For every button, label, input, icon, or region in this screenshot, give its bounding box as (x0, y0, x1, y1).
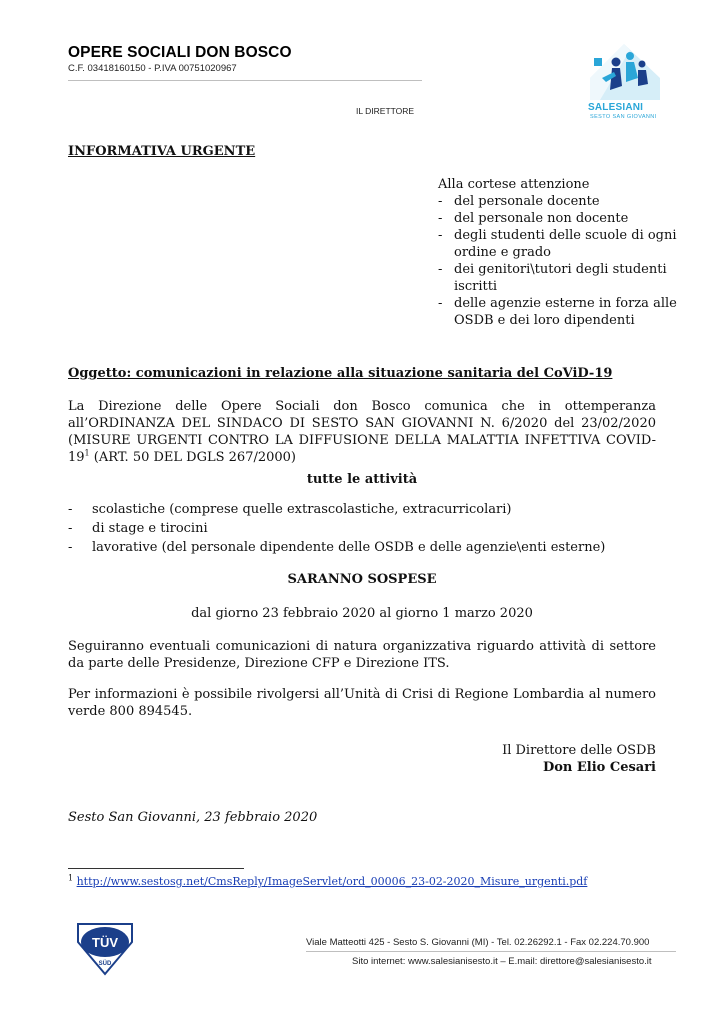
activity-item: - di stage e tirocini (68, 519, 605, 538)
activity-item: - scolastiche (comprese quelle extrascolastiche, extracurricolari) (68, 500, 605, 519)
recipient-item: - del personale non docente (438, 210, 678, 227)
footer-address: Viale Matteotti 425 - Sesto S. Giovanni (MI) - Tel. 02.26292.1 - Fax 02.224.70.900 (306, 937, 650, 948)
organizational-notice-paragraph: Seguiranno eventuali comunicazioni di natura organizzativa riguardo attività di settore da parte delle Presidenze, Direzione CFP e Direzione ITS. (68, 639, 656, 671)
footnote-link[interactable]: http://www.sestosg.net/CmsReply/ImageServlet/ord_00006_23-02-2020_Misure_urgenti.pdf (76, 875, 588, 888)
activity-item: - lavorative (del personale dipendente delle OSDB e delle agenzie\enti esterne) (68, 538, 605, 557)
logo-text: SALESIANI (588, 102, 644, 113)
footnote (68, 875, 587, 888)
ordinance-text: La Direzione delle Opere Sociali don Bosco comunica che in ottemperanza all’ORDINANZA DEL SINDACO DI SESTO SAN GIOVANNI N. 6/2020 del 23/02/2020 (MISURE URGENTI CONTRO LA DIFFUSIONE DELLA MALATTIA INFETTIVA COVID-19 (68, 399, 656, 465)
recipient-item: - dei genitori\tutori degli studenti iscritti (438, 261, 678, 295)
director-label: IL DIRETTORE (356, 106, 415, 116)
logo-figure-head (612, 58, 621, 67)
suspended-heading: SARANNO SOSPESE (287, 572, 437, 587)
logo-subtext: SESTO SAN GIOVANNI (590, 114, 657, 120)
recipient-item: - degli studenti delle scuole di ogni ordine e grado (438, 227, 678, 261)
all-activities-heading: tutte le attività (306, 472, 418, 487)
footer-contacts: Sito internet: www.salesianisesto.it – E.mail: direttore@salesianisesto.it (352, 956, 652, 967)
signature-role: Il Direttore delle OSDB (502, 743, 656, 758)
information-contact-paragraph: Per informazioni è possibile rivolgersi all’Unità di Crisi di Regione Lombardia al numero verde 800 894545. (68, 687, 656, 719)
ordinance-paragraph (68, 398, 656, 466)
footnote-divider (68, 868, 244, 869)
document-title: INFORMATIVA URGENTE (68, 144, 256, 159)
organization-tax-ids: C.F. 03418160150 - P.IVA 00751020967 (68, 63, 237, 74)
tuv-sub-text: SÜD (98, 961, 112, 967)
activities-list (68, 500, 605, 557)
footer-divider (306, 951, 676, 952)
recipient-item: - del personale docente (438, 193, 678, 210)
activities-block (68, 500, 605, 557)
tuv-text: TÜV (92, 935, 118, 950)
signature-name: Don Elio Cesari (542, 760, 656, 775)
header-divider (68, 80, 422, 81)
ordinance-text-end: (ART. 50 DEL DGLS 267/2000) (89, 450, 296, 465)
recipients-intro: Alla cortese attenzione (438, 177, 590, 192)
recipients-block (438, 176, 678, 329)
place-and-date: Sesto San Giovanni, 23 febbraio 2020 (68, 810, 318, 825)
signature-block (502, 742, 656, 776)
footnote-reference[interactable]: 1 (84, 448, 90, 458)
tuv-sud-logo-icon (74, 920, 136, 976)
date-range: dal giorno 23 febbraio 2020 al giorno 1 marzo 2020 (191, 606, 533, 621)
organization-name: OPERE SOCIALI DON BOSCO (68, 44, 292, 61)
subject-line: Oggetto: comunicazioni in relazione alla situazione sanitaria del CoViD-19 (68, 366, 613, 381)
recipients-list (438, 193, 678, 329)
recipient-item: - delle agenzie esterne in forza alle OSDB e dei loro dipendenti (438, 295, 678, 329)
footnote-number: 1 (68, 873, 74, 883)
